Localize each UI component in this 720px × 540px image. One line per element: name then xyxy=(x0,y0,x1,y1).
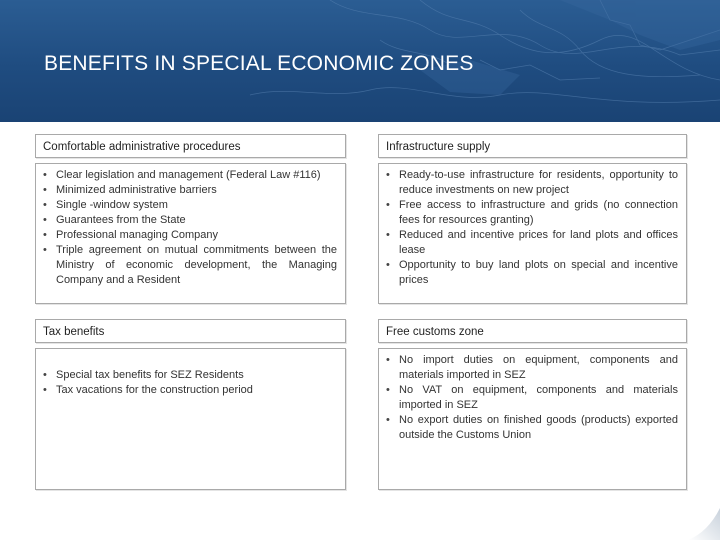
title-banner xyxy=(0,0,720,122)
list-item: • Ready-to-use infrastructure for residents, opportunity to reduce investments on new project xyxy=(381,168,678,198)
list-item: • Opportunity to buy land plots on special and incentive prices xyxy=(381,258,678,288)
list-item: • Triple agreement on mutual commitments between the Ministry of economic development, the Managing Company and a Resident xyxy=(38,243,337,288)
bullet-list xyxy=(38,168,337,288)
list-item: • Free access to infrastructure and grids (no connection fees for resources granting) xyxy=(381,198,678,228)
section-header-box xyxy=(35,319,346,343)
list-item: • Guarantees from the State xyxy=(38,213,337,228)
list-item: • No export duties on finished goods (products) exported outside the Customs Union xyxy=(381,413,678,443)
list-item: • Professional managing Company xyxy=(38,228,337,243)
section-body-box xyxy=(35,163,346,304)
list-item: • Tax vacations for the construction period xyxy=(38,383,337,398)
list-item: • Clear legislation and management (Federal Law #116) xyxy=(38,168,337,183)
page-title: BENEFITS IN SPECIAL ECONOMIC ZONES xyxy=(44,52,474,75)
list-item: • No VAT on equipment, components and materials imported in SEZ xyxy=(381,383,678,413)
list-item: • Minimized administrative barriers xyxy=(38,183,337,198)
section-header-box xyxy=(378,134,687,158)
bullet-list xyxy=(38,368,337,398)
section-header: Infrastructure supply xyxy=(386,141,491,153)
section-body-box xyxy=(378,163,687,304)
bullet-list xyxy=(381,353,678,443)
section-header: Free customs zone xyxy=(386,326,484,338)
section-header-box xyxy=(35,134,346,158)
section-header: Tax benefits xyxy=(43,326,105,338)
section-body-box xyxy=(378,348,687,490)
bullet-list xyxy=(381,168,678,288)
page-curl-decoration xyxy=(680,500,720,540)
section-header: Comfortable administrative procedures xyxy=(43,141,241,153)
list-item: • No import duties on equipment, components and materials imported in SEZ xyxy=(381,353,678,383)
section-header-box xyxy=(378,319,687,343)
section-body-box xyxy=(35,348,346,490)
list-item: • Special tax benefits for SEZ Residents xyxy=(38,368,337,383)
list-item: • Single -window system xyxy=(38,198,337,213)
list-item: • Reduced and incentive prices for land plots and offices lease xyxy=(381,228,678,258)
